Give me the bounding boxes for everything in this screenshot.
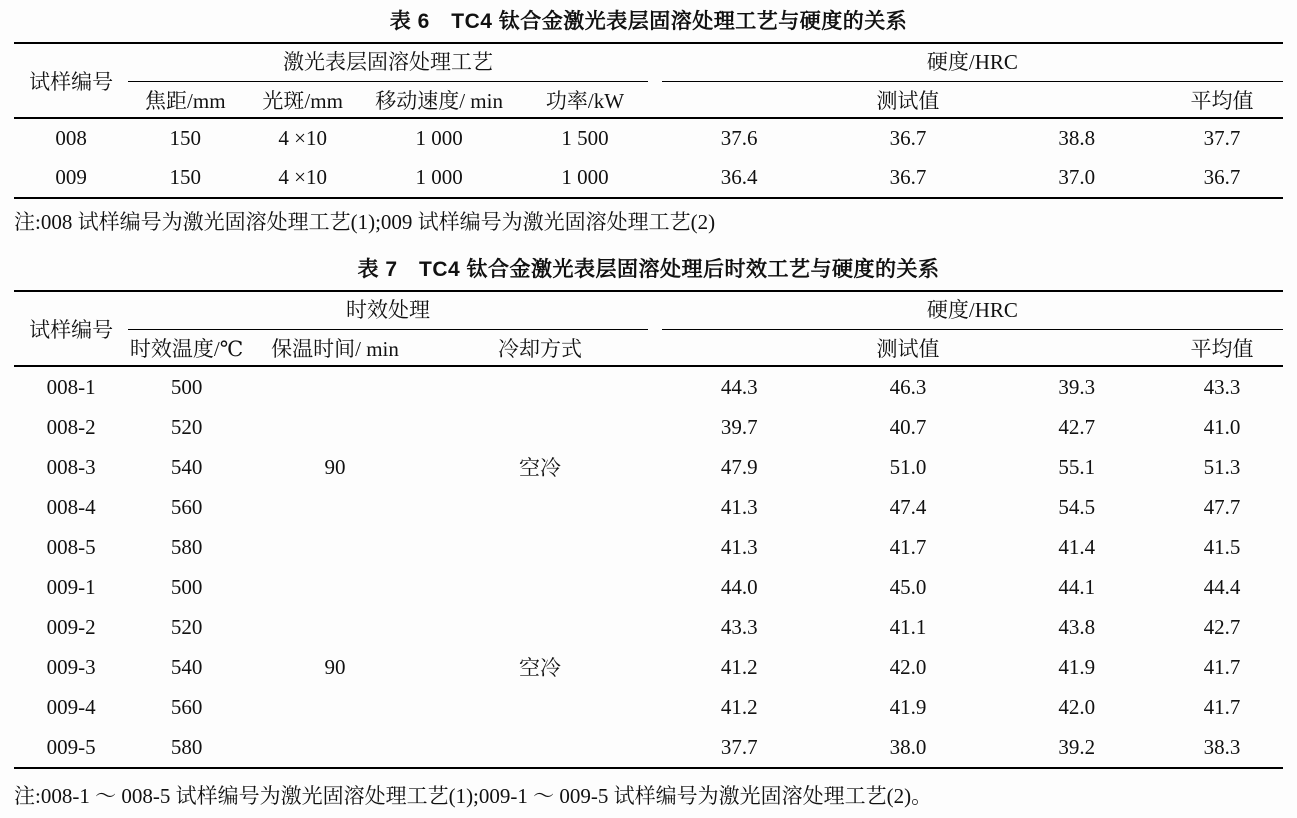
cell-test-0: 43.3 (720, 614, 758, 639)
cell-hold-time: 90 (324, 454, 346, 479)
table7-col-aging-temp: 时效温度/℃ (128, 330, 245, 366)
table7-header-sample: 试样编号 (14, 291, 128, 366)
table7-title: 表 7 TC4 钛合金激光表层固溶处理后时效工艺与硬度的关系 (357, 258, 940, 281)
cell-test-2: 42.7 (1058, 414, 1096, 439)
process-group-label: 激光表层固溶处理工艺 (128, 44, 648, 82)
cell-test-1: 36.7 (889, 126, 927, 150)
cell-test-2: 43.8 (1058, 614, 1096, 639)
cell-test-1: 45.0 (889, 574, 927, 599)
cell-test-2: 44.1 (1058, 574, 1096, 599)
cell-test-2: 54.5 (1058, 494, 1096, 519)
table6 (14, 42, 1283, 199)
cell-average: 38.3 (1203, 734, 1241, 759)
table6-header-sub-row (14, 82, 1283, 118)
table7-header-sub-row (14, 330, 1283, 366)
cell-average: 36.7 (1203, 165, 1241, 189)
table6-header-process-group (128, 43, 655, 82)
cell-process-1: 4 ×10 (278, 165, 327, 189)
table7-header (14, 291, 1283, 366)
cell-average: 42.7 (1203, 614, 1241, 639)
cell-process-3: 1 000 (561, 165, 609, 189)
cell-sample: 009 (55, 165, 87, 189)
cell-sample: 009-5 (46, 734, 96, 759)
cell-average: 41.5 (1203, 534, 1241, 559)
cell-process-2: 1 000 (415, 126, 463, 150)
cell-test-0: 41.2 (720, 654, 758, 679)
cell-hold-time: 90 (324, 654, 346, 679)
cell-sample: 008-1 (46, 374, 96, 399)
table7-row (14, 567, 1283, 607)
cell-test-1: 41.1 (889, 614, 927, 639)
cell-test-1: 42.0 (889, 654, 927, 679)
cell-sample: 008 (55, 126, 87, 150)
cell-sample: 008-3 (46, 454, 96, 479)
cell-process-0: 150 (169, 126, 202, 150)
cell-test-0: 44.3 (720, 374, 758, 399)
cell-test-1: 51.0 (889, 454, 927, 479)
cell-aging-temp: 540 (170, 654, 203, 679)
cell-test-0: 44.0 (720, 574, 758, 599)
table6-col-average: 平均值 (1161, 82, 1283, 118)
cell-test-2: 41.4 (1058, 534, 1096, 559)
table7 (14, 290, 1283, 769)
cell-cooling: 空冷 (518, 456, 561, 480)
cell-process-2: 1 000 (415, 165, 463, 189)
cell-aging-temp: 520 (170, 614, 203, 639)
table6-col-test-values: 测试值 (655, 82, 1161, 118)
table7-header-hardness-group (655, 291, 1283, 330)
cell-process-3: 1 500 (561, 126, 609, 150)
table6-col-speed: 移动速度/ min (363, 82, 515, 118)
cell-test-0: 47.9 (720, 454, 758, 479)
cell-aging-temp: 560 (170, 494, 203, 519)
cell-test-2: 38.8 (1058, 126, 1096, 150)
cell-test-0: 37.7 (720, 734, 758, 759)
cell-cooling: 空冷 (518, 656, 561, 680)
cell-average: 44.4 (1203, 574, 1241, 599)
cell-sample: 008-4 (46, 494, 96, 519)
cell-aging-temp: 580 (170, 534, 203, 559)
cell-test-1: 46.3 (889, 374, 927, 399)
cell-test-1: 41.9 (889, 694, 927, 719)
table6-note: 注:008 试样编号为激光固溶处理工艺(1);009 试样编号为激光固溶处理工艺(2) (14, 210, 716, 234)
cell-test-1: 36.7 (889, 165, 927, 189)
table7-header-group-row (14, 291, 1283, 330)
cell-average: 41.7 (1203, 694, 1241, 719)
cell-test-1: 47.4 (889, 494, 927, 519)
table6-header-hardness-group (655, 43, 1283, 82)
cell-aging-temp: 540 (170, 454, 203, 479)
table6-title: 表 6 TC4 钛合金激光表层固溶处理工艺与硬度的关系 (389, 10, 908, 33)
table7-body (14, 366, 1283, 768)
cell-aging-temp: 560 (170, 694, 203, 719)
cell-test-2: 39.2 (1058, 734, 1096, 759)
cell-test-2: 41.9 (1058, 654, 1096, 679)
cell-process-1: 4 ×10 (278, 126, 327, 150)
cell-test-0: 41.2 (720, 694, 758, 719)
table6-col-power: 功率/kW (515, 82, 655, 118)
cell-test-0: 41.3 (720, 534, 758, 559)
table6-header-group-row (14, 43, 1283, 82)
cell-average: 51.3 (1203, 454, 1241, 479)
cell-sample: 009-2 (46, 614, 96, 639)
cell-test-0: 37.6 (720, 126, 758, 150)
cell-test-2: 42.0 (1058, 694, 1096, 719)
table6-col-focal: 焦距/mm (128, 82, 242, 118)
cell-test-1: 40.7 (889, 414, 927, 439)
table6-row (14, 118, 1283, 158)
cell-sample: 008-5 (46, 534, 96, 559)
table7-col-average: 平均值 (1161, 330, 1283, 366)
cell-sample: 009-3 (46, 654, 96, 679)
cell-aging-temp: 500 (170, 374, 203, 399)
cell-test-2: 55.1 (1058, 454, 1096, 479)
cell-aging-temp: 520 (170, 414, 203, 439)
table6-header-sample: 试样编号 (14, 43, 128, 118)
cell-average: 41.0 (1203, 414, 1241, 439)
cell-test-2: 39.3 (1058, 374, 1096, 399)
cell-sample: 008-2 (46, 414, 96, 439)
cell-test-0: 36.4 (720, 165, 758, 189)
table7-note: 注:008-1 ～ 008-5 试样编号为激光固溶处理工艺(1);009-1 ～ 009-5 试样编号为激光固溶处理工艺(2)。 (14, 784, 933, 808)
table7-header-aging-group (128, 291, 655, 330)
table7-row (14, 366, 1283, 407)
cell-test-1: 41.7 (889, 534, 927, 559)
cell-average: 43.3 (1203, 374, 1241, 399)
table7-col-test-values: 测试值 (655, 330, 1161, 366)
cell-process-0: 150 (169, 165, 202, 189)
cell-test-0: 41.3 (720, 494, 758, 519)
table7-col-hold-time: 保温时间/ min (245, 330, 425, 366)
table6-col-spot: 光斑/mm (242, 82, 363, 118)
table6-header (14, 43, 1283, 118)
cell-average: 41.7 (1203, 654, 1241, 679)
cell-aging-temp: 580 (170, 734, 203, 759)
cell-sample: 009-4 (46, 694, 96, 719)
table6-body (14, 118, 1283, 198)
hardness-group-label: 硬度/HRC (662, 44, 1283, 82)
cell-average: 37.7 (1203, 126, 1241, 150)
hardness-group-label: 硬度/HRC (662, 292, 1283, 330)
cell-test-0: 39.7 (720, 414, 758, 439)
cell-average: 47.7 (1203, 494, 1241, 519)
table6-row (14, 158, 1283, 198)
cell-aging-temp: 500 (170, 574, 203, 599)
cell-sample: 009-1 (46, 574, 96, 599)
cell-test-1: 38.0 (889, 734, 927, 759)
aging-group-label: 时效处理 (128, 292, 648, 330)
cell-test-2: 37.0 (1058, 165, 1096, 189)
table7-col-cooling: 冷却方式 (425, 330, 655, 366)
